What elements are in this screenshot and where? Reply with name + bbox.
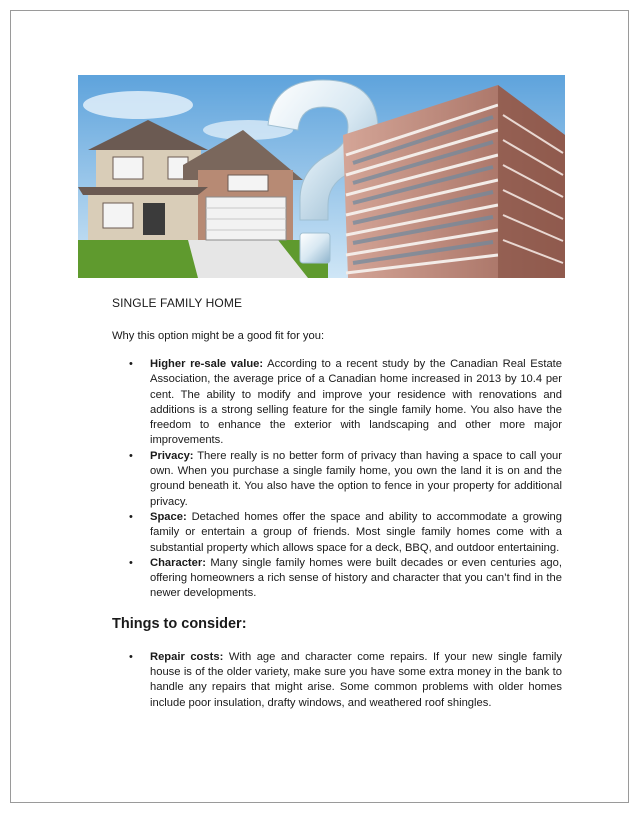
- benefits-list: [112, 357, 562, 602]
- intro-text: Why this option might be a good fit for you:: [112, 330, 325, 342]
- list-item: [112, 449, 562, 510]
- bullet-term: Character:: [150, 556, 206, 569]
- bullet-icon: •: [129, 449, 133, 462]
- bullet-icon: •: [129, 556, 133, 569]
- bullet-term: Repair costs:: [150, 650, 224, 663]
- list-item: [112, 556, 562, 602]
- bullet-text: Detached homes offer the space and ability to accommodate a growing family or entertain a group of friends. Most single family homes come with a substantial property which allows space for a deck, BBQ, and outdoor entertaining.: [150, 510, 562, 554]
- considerations-list: [112, 650, 562, 711]
- bullet-text: With age and character come repairs. If your new single family house is of the older variety, make sure you have some extra money in the bank to handle any repairs that might arise. Some common problems with older homes include poor insulation, drafty windows, and weathered roof shingles.: [150, 650, 562, 709]
- section-title: SINGLE FAMILY HOME: [112, 296, 243, 310]
- hero-image: [78, 75, 565, 278]
- list-item: [112, 510, 562, 556]
- bullet-icon: •: [129, 650, 133, 663]
- bullet-icon: •: [129, 510, 133, 523]
- list-item: [112, 650, 562, 711]
- bullet-term: Privacy:: [150, 449, 194, 462]
- bullet-text: According to a recent study by the Canadian Real Estate Association, the average price of a Canadian home increased in 2013 by 10.4 per cent. The ability to modify and improve your residence with renovations and additions is a strong selling feature for the single family home. You also have the freedom to enhance the exterior with landscaping and other more major improvements.: [150, 358, 562, 447]
- house-and-tower-illustration: [78, 75, 565, 278]
- bullet-text: Many single family homes were built decades or even centuries ago, offering homeowners a rich sense of history and character that you can’t find in the newer developments.: [150, 556, 562, 600]
- bullet-term: Higher re-sale value:: [150, 358, 264, 370]
- bullet-text: There really is no better form of privacy than having a space to call your own. When you purchase a single family home, you own the land it is on and the ground beneath it. You also have the option to fence in your property for additional privacy.: [150, 449, 562, 508]
- bullet-icon: •: [129, 358, 133, 370]
- consider-heading: Things to consider:: [112, 615, 247, 632]
- bullet-term: Space:: [150, 510, 187, 523]
- list-item: [112, 357, 562, 449]
- document-body: [112, 296, 562, 711]
